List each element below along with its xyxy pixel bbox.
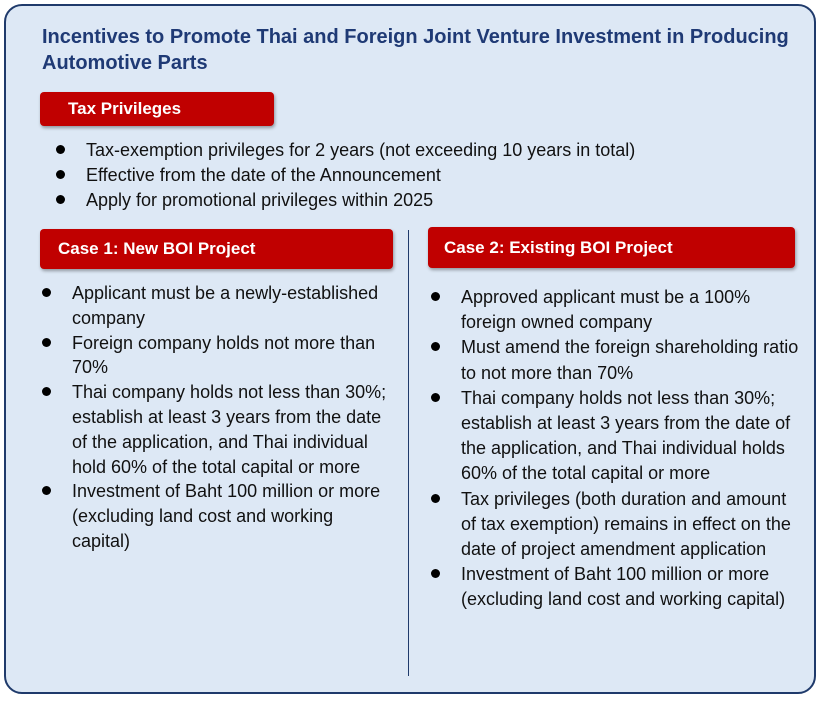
list-item-text: Investment of Baht 100 million or more (excluding land cost and working capital) xyxy=(461,564,786,610)
list-item-text: Tax-exemption privileges for 2 years (not exceeding 10 years in total) xyxy=(86,140,636,160)
list-item-text: Must amend the foreign shareholding ratio to not more than 70% xyxy=(461,337,799,383)
incentives-panel xyxy=(4,4,816,694)
bullet-icon xyxy=(431,342,440,351)
list-item xyxy=(42,281,392,331)
bullet-icon xyxy=(42,387,51,396)
bullet-icon xyxy=(431,393,440,402)
tax-privileges-heading xyxy=(40,92,274,126)
column-divider xyxy=(408,230,409,676)
list-item xyxy=(431,386,801,487)
list-item xyxy=(42,380,392,479)
tax-privileges-list xyxy=(56,138,776,213)
list-item-text: Applicant must be a newly-established company xyxy=(72,283,379,328)
list-item-text: Investment of Baht 100 million or more (excluding land cost and working capital) xyxy=(72,481,381,551)
list-item-text: Apply for promotional privileges within 2025 xyxy=(86,190,434,210)
list-item-text: Thai company holds not less than 30%; establish at least 3 years from the date of the application, and Thai individual holds 60% of the total capital or more xyxy=(461,387,791,484)
list-item-text: Tax privileges (both duration and amount of tax exemption) remains in effect on the date of project amendment application xyxy=(461,488,791,560)
bullet-icon xyxy=(56,170,65,179)
list-item xyxy=(56,163,776,188)
page-title: Incentives to Promote Thai and Foreign Joint Venture Investment in Producing Automotive Parts xyxy=(42,26,789,74)
list-item xyxy=(431,487,801,563)
bullet-icon xyxy=(56,145,65,154)
bullet-icon xyxy=(431,569,440,578)
bullet-icon xyxy=(42,486,51,495)
case1-heading-label: Case 1: New BOI Project xyxy=(58,239,256,258)
list-item-text: Effective from the date of the Announcement xyxy=(86,165,441,185)
list-item-text: Thai company holds not less than 30%; establish at least 3 years from the date of the application, and Thai individual hold 60% of the total capital or more xyxy=(72,382,387,477)
bullet-icon xyxy=(42,338,51,347)
case1-list xyxy=(42,281,392,554)
case2-heading xyxy=(428,227,795,268)
list-item xyxy=(42,331,392,381)
list-item xyxy=(56,138,776,163)
list-item xyxy=(431,285,801,335)
bullet-icon xyxy=(56,195,65,204)
list-item xyxy=(431,562,801,612)
case2-list xyxy=(431,285,801,613)
list-item xyxy=(42,479,392,553)
bullet-icon xyxy=(431,292,440,301)
list-item-text: Foreign company holds not more than 70% xyxy=(72,332,376,378)
case2-heading-label: Case 2: Existing BOI Project xyxy=(444,237,673,257)
bullet-icon xyxy=(431,494,440,503)
list-item xyxy=(56,188,776,213)
list-item-text: Approved applicant must be a 100% foreign owned company xyxy=(461,287,751,333)
list-item xyxy=(431,335,801,385)
bullet-icon xyxy=(42,288,51,297)
case1-heading xyxy=(40,229,393,269)
tax-privileges-heading-label: Tax Privileges xyxy=(68,99,182,118)
